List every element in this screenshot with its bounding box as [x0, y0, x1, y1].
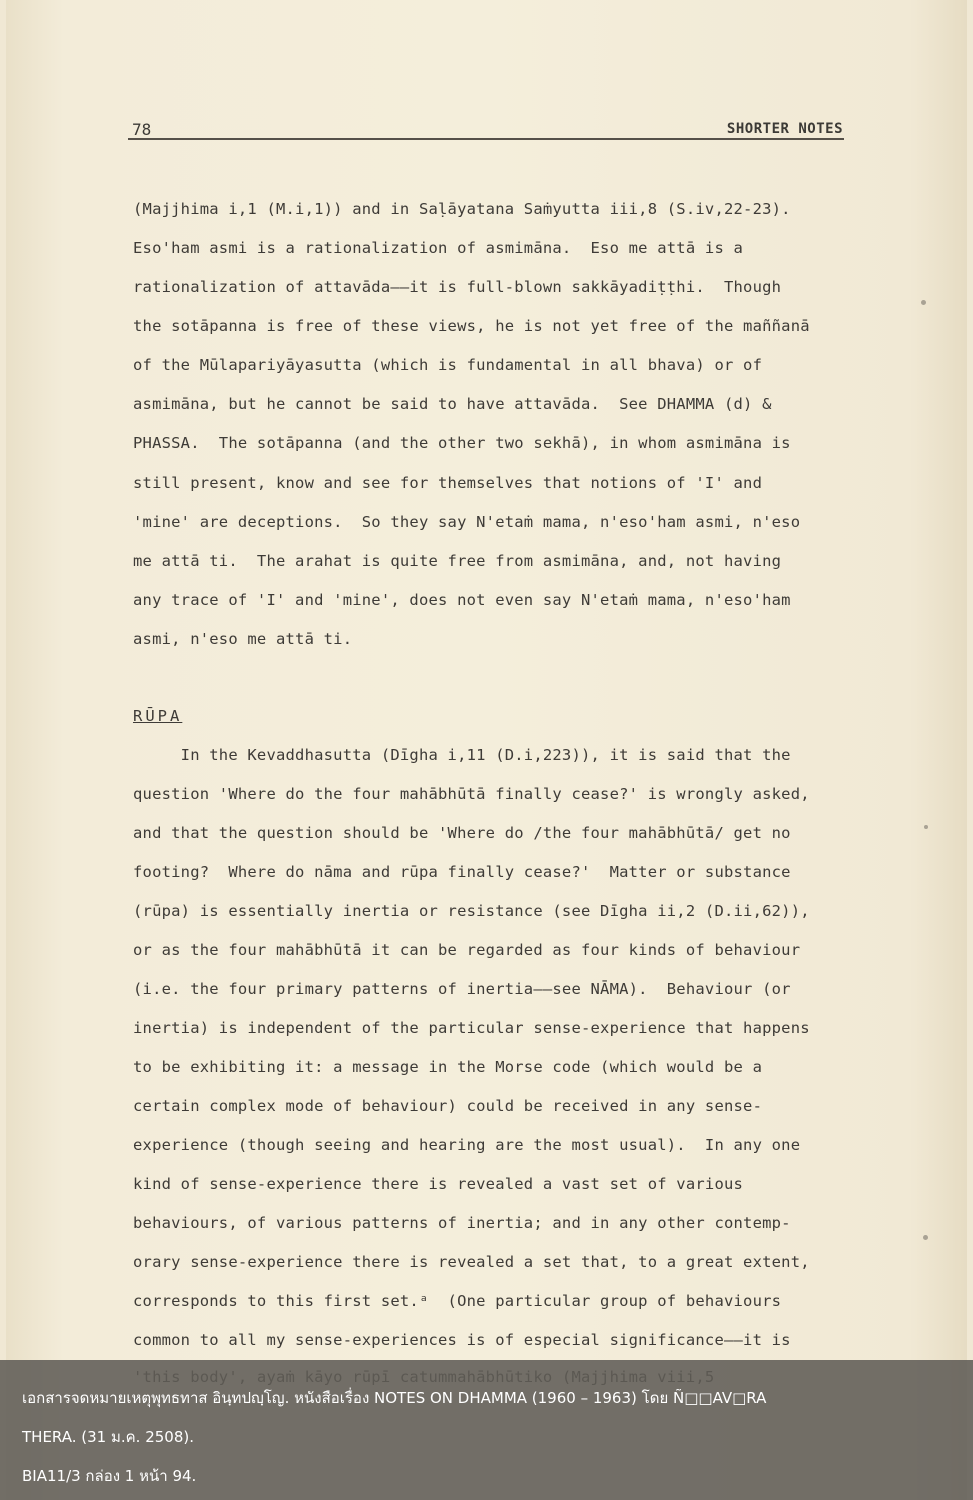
caption-reference: BIA11/3 กล่อง 1 หน้า 94.: [22, 1467, 197, 1485]
body-line: rationalization of attavāda——it is full-blown sakkāyadiṭṭhi. Though: [133, 278, 782, 296]
body-line: of the Mūlapariyāyasutta (which is fundamental in all bhava) or of: [133, 356, 763, 374]
section-line: certain complex mode of behaviour) could be received in any sense-: [133, 1097, 763, 1115]
body-line: Eso'ham asmi is a rationalization of asmimāna. Eso me attā is a: [133, 239, 744, 257]
body-line: 'mine' are deceptions. So they say N'etaṁ mama, n'eso'ham asmi, n'eso: [133, 513, 801, 531]
body-line: asmimāna, but he cannot be said to have attavāda. See DHAMMA (d) &: [133, 395, 772, 413]
paper-speck: [924, 825, 928, 829]
section-line: kind of sense-experience there is revealed a vast set of various: [133, 1175, 744, 1193]
body-line: the sotāpanna is free of these views, he is not yet free of the maññanā: [133, 317, 810, 335]
section-line: to be exhibiting it: a message in the Morse code (which would be a: [133, 1058, 763, 1076]
section-line: corresponds to this first set.ᵃ (One particular group of behaviours: [133, 1292, 782, 1310]
section-heading: RŪPA: [133, 707, 183, 725]
section-line: orary sense-experience there is revealed a set that, to a great extent,: [133, 1253, 810, 1271]
paper-speck: [921, 300, 926, 305]
body-line: still present, know and see for themselves that notions of 'I' and: [133, 474, 763, 492]
section-line: or as the four mahābhūtā it can be regarded as four kinds of behaviour: [133, 941, 801, 959]
body-line: PHASSA. The sotāpanna (and the other two sekhā), in whom asmimāna is: [133, 434, 791, 452]
body-line: any trace of 'I' and 'mine', does not even say N'etaṁ mama, n'eso'ham: [133, 591, 791, 609]
section-line: (i.e. the four primary patterns of inertia——see NĀMA). Behaviour (or: [133, 980, 791, 998]
page-number: 78: [132, 120, 152, 139]
section-line: footing? Where do nāma and rūpa finally cease?' Matter or substance: [133, 863, 791, 881]
header-rule: [128, 138, 844, 140]
caption-line-2: THERA. (31 ม.ค. 2508).: [22, 1428, 194, 1446]
section-line: inertia) is independent of the particular sense-experience that happens: [133, 1019, 810, 1037]
section-line: common to all my sense-experiences is of especial significance——it is: [133, 1331, 791, 1349]
section-line: (rūpa) is essentially inertia or resistance (see Dīgha ii,2 (D.ii,62)),: [133, 902, 810, 920]
section-line: experience (though seeing and hearing are the most usual). In any one: [133, 1136, 801, 1154]
running-title: SHORTER NOTES: [726, 121, 843, 137]
paper-speck: [923, 1235, 928, 1240]
caption-line-1: เอกสารจดหมายเหตุพุทธทาส อินฺทปญฺโญ. หนังสือเรื่อง NOTES ON DHAMMA (1960 – 1963) โดย Ñ□□AV□RA: [22, 1389, 767, 1407]
archive-caption: [0, 1360, 973, 1500]
section-line: question 'Where do the four mahābhūtā finally cease?' is wrongly asked,: [133, 785, 810, 803]
body-line: asmi, n'eso me attā ti.: [133, 630, 353, 648]
section-line: and that the question should be 'Where do /the four mahābhūtā/ get no: [133, 824, 791, 842]
section-line: behaviours, of various patterns of inertia; and in any other contemp-: [133, 1214, 791, 1232]
body-line: (Majjhima i,1 (M.i,1)) and in Saḷāyatana Saṁyutta iii,8 (S.iv,22-23).: [133, 200, 791, 218]
section-line: In the Kevaddhasutta (Dīgha i,11 (D.i,223)), it is said that the: [133, 746, 791, 764]
body-line: me attā ti. The arahat is quite free from asmimāna, and, not having: [133, 552, 782, 570]
